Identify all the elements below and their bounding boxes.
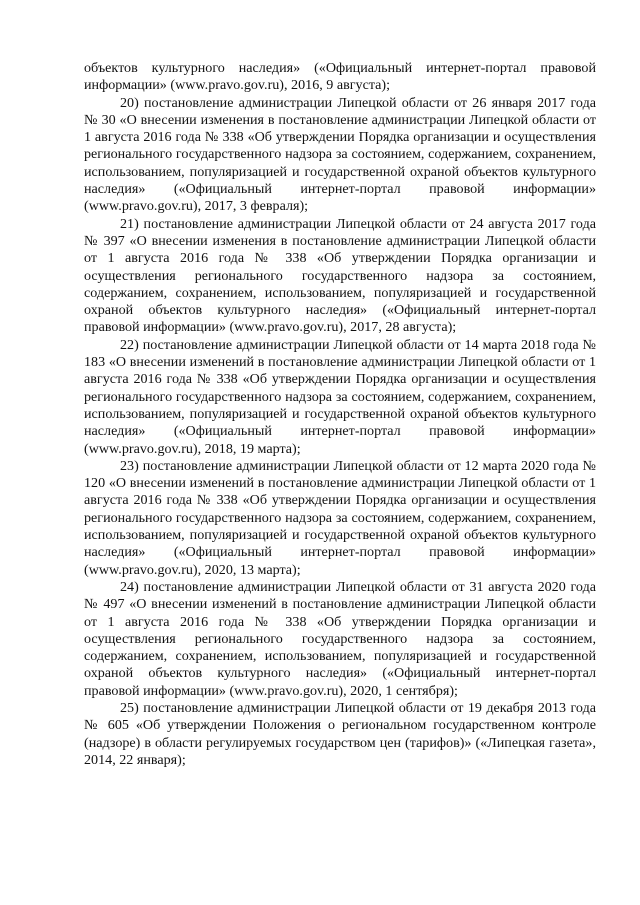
- list-item-23: 23) постановление администрации Липецкой области от 12 марта 2020 года № 120 «О внесении изменений в постановление администрации Липецкой области от 1 августа 2016 года № 338 «Об утверждении Порядка организации и осуществления регионального государственного надзора за состоянием, содержанием, сохранением, использованием, популяризацией и государственной охраной объектов культурного наследия» («Официальный интернет-портал правовой информации» (www.pravo.gov.ru), 2020, 13 марта);: [84, 457, 596, 578]
- list-item-22: 22) постановление администрации Липецкой области от 14 марта 2018 года № 183 «О внесении изменений в постановление администрации Липецкой области от 1 августа 2016 года № 338 «Об утверждении Порядка организации и осуществления регионального государственного надзора за состоянием, содержанием, сохранением, использованием, популяризацией и государственной охраной объектов культурного наследия» («Официальный интернет-портал правовой информации» (www.pravo.gov.ru), 2018, 19 марта);: [84, 336, 596, 457]
- list-item-24: 24) постановление администрации Липецкой области от 31 августа 2020 года № 497 «О внесении изменений в постановление администрации Липецкой области от 1 августа 2016 года № 338 «Об утверждении Порядка организации и осуществления регионального государственного надзора за состоянием, содержанием, сохранением, использованием, популяризацией и государственной охраной объектов культурного наследия» («Официальный интернет-портал правовой информации» (www.pravo.gov.ru), 2020, 1 сентября);: [84, 578, 596, 699]
- list-item-21: 21) постановление администрации Липецкой области от 24 августа 2017 года № 397 «О внесении изменения в постановление администрации Липецкой области от 1 августа 2016 года № 338 «Об утверждении Порядка организации и осуществления регионального государственного надзора за состоянием, содержанием, сохранением, использованием, популяризацией и государственной охраной объектов культурного наследия» («Официальный интернет-портал правовой информации» (www.pravo.gov.ru), 2017, 28 августа);: [84, 215, 596, 336]
- list-item-25: 25) постановление администрации Липецкой области от 19 декабря 2013 года № 605 «Об утверждении Положения о региональном государственном контроле (надзоре) в области регулируемых государством цен (тарифов)» («Липецкая газета», 2014, 22 января);: [84, 699, 596, 768]
- document-page: [84, 60, 596, 769]
- list-item-20: 20) постановление администрации Липецкой области от 26 января 2017 года № 30 «О внесении изменения в постановление администрации Липецкой области от 1 августа 2016 года № 338 «Об утверждении Порядка организации и осуществления регионального государственного надзора за состоянием, содержанием, сохранением, использованием, популяризацией и государственной охраной объектов культурного наследия» («Официальный интернет-портал правовой информации» (www.pravo.gov.ru), 2017, 3 февраля);: [84, 94, 596, 215]
- paragraph-continuation: объектов культурного наследия» («Официальный интернет-портал правовой информации» (www.pravo.gov.ru), 2016, 9 августа);: [84, 60, 596, 94]
